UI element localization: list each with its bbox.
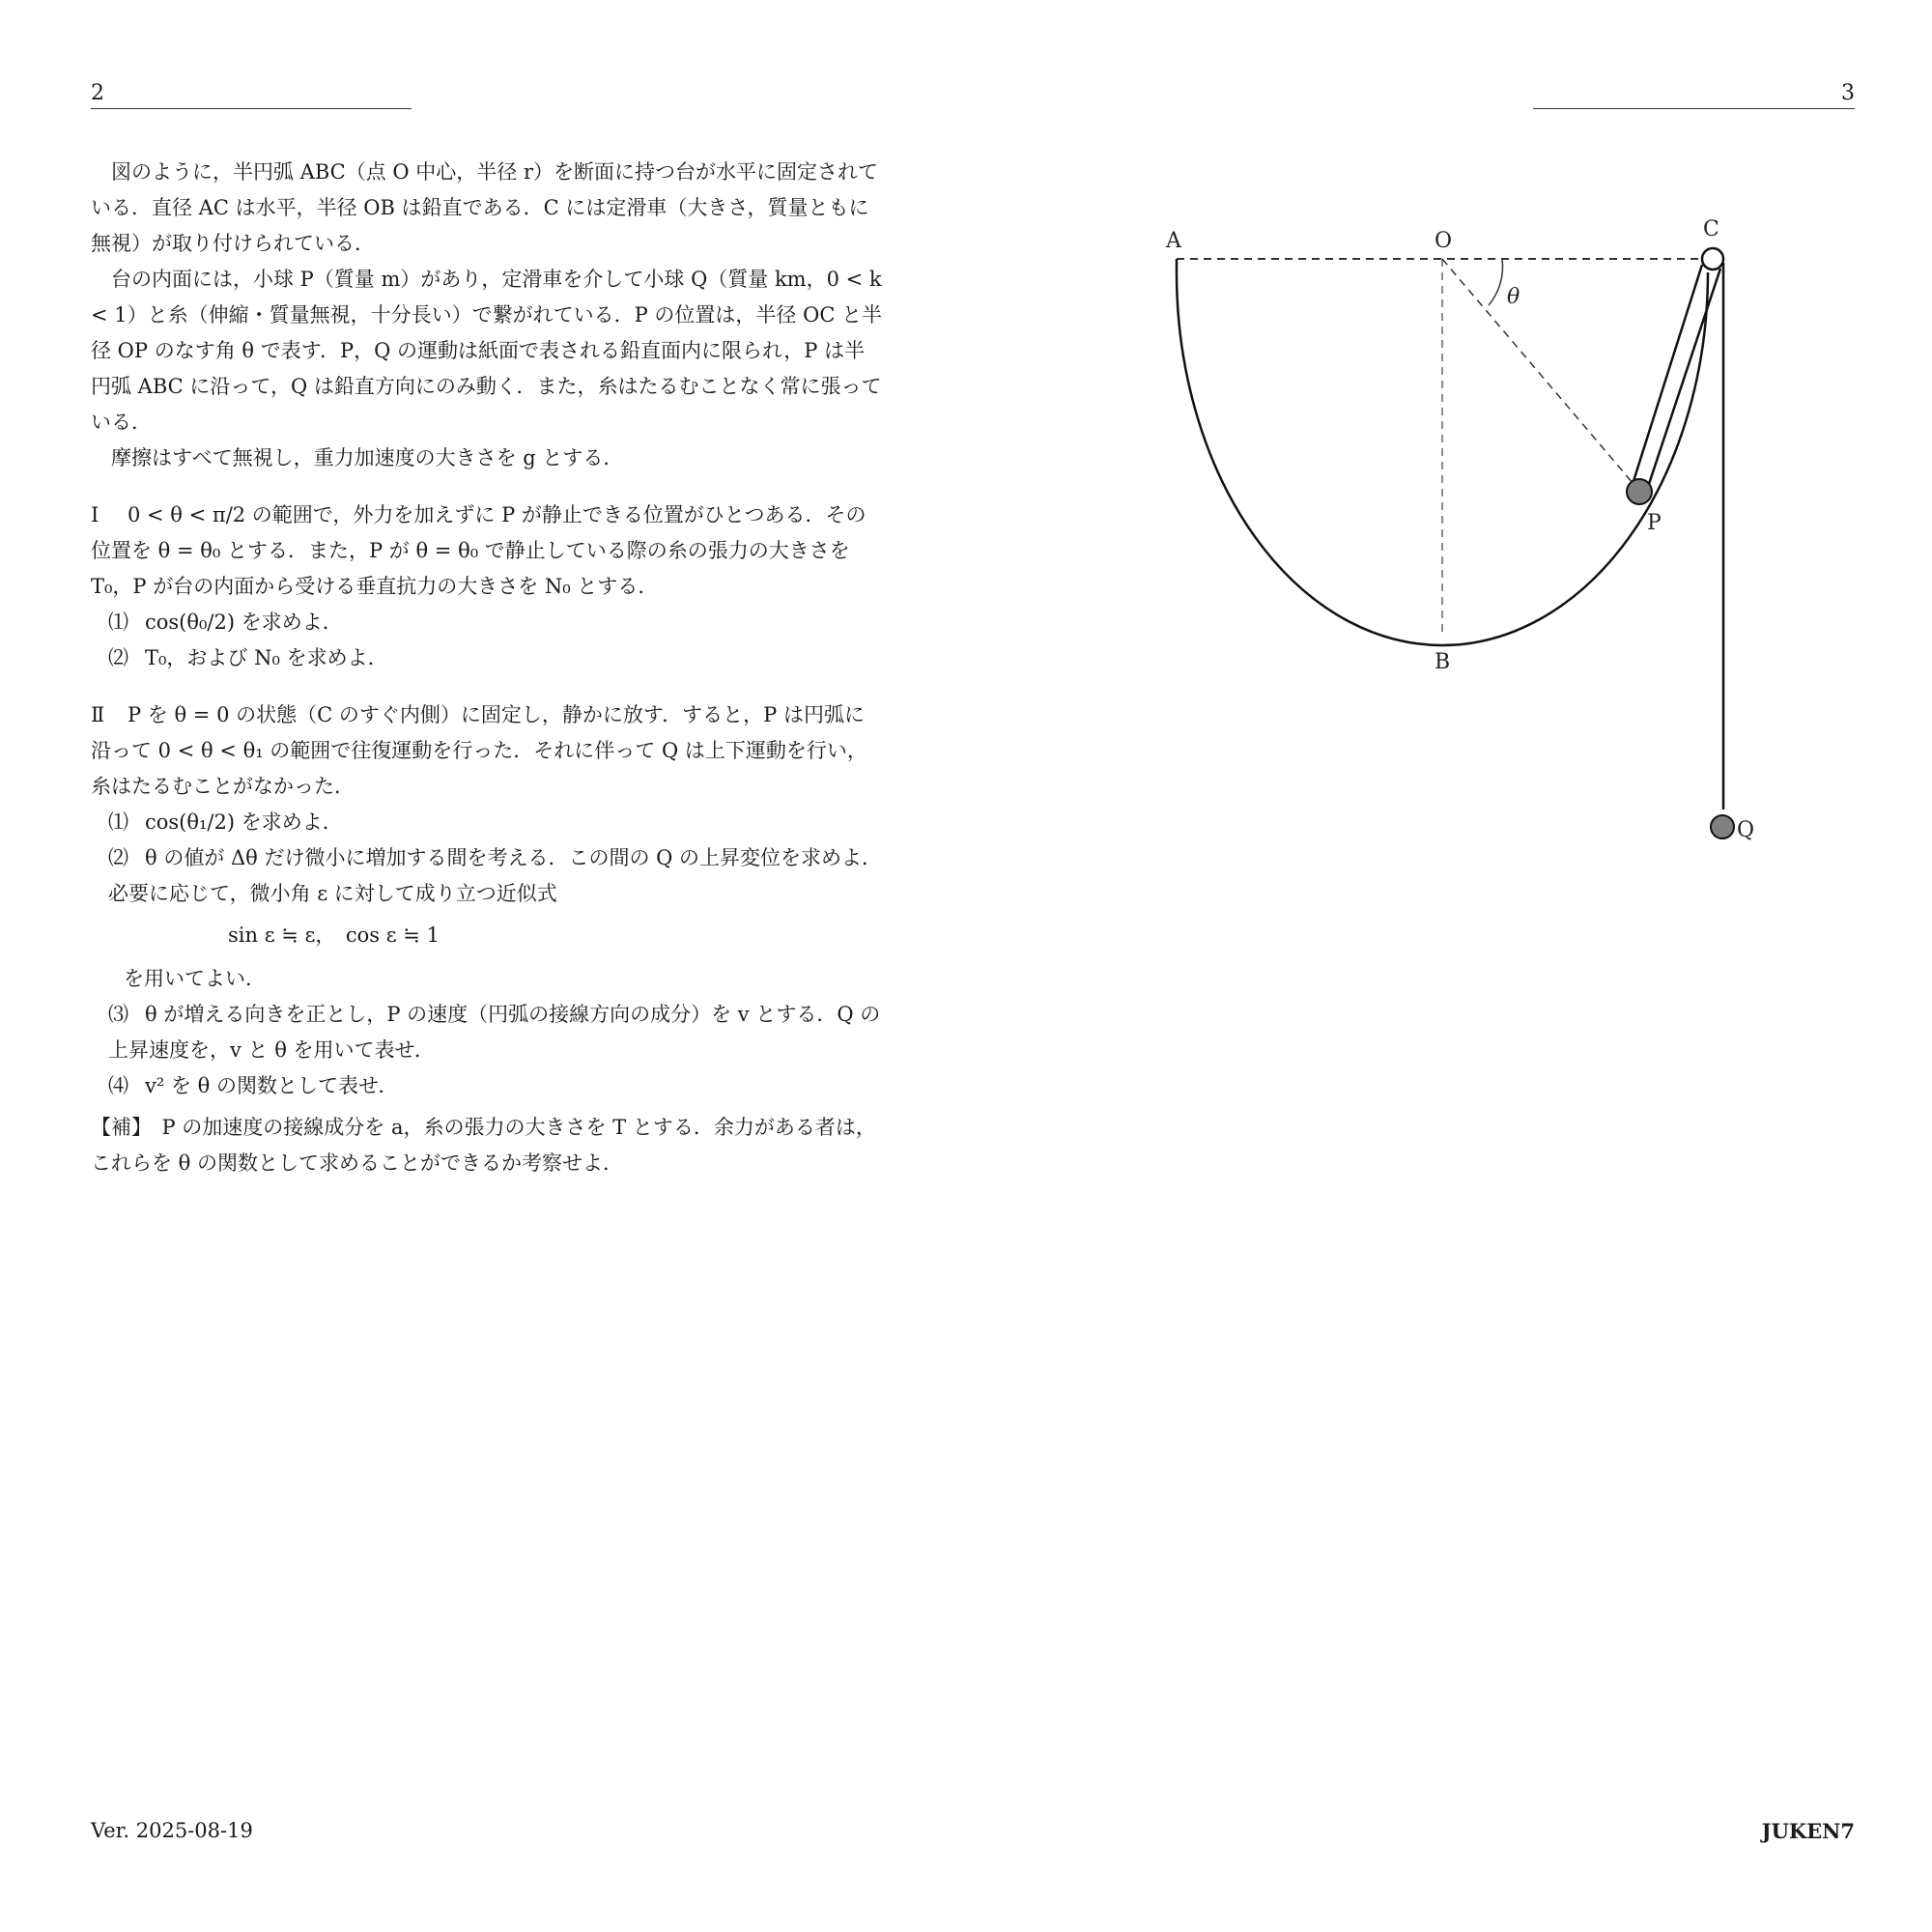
label-c: C	[1703, 217, 1719, 242]
item-number: ⑴	[108, 611, 128, 634]
supplement-text: P の加速度の接線成分を a，糸の張力の大きさを T とする．余力がある者は，これらを θ の関数として求めることができるか考察せよ．	[91, 1116, 876, 1175]
approximation-formula: sin ε ≒ ε， cos ε ≒ 1	[228, 923, 440, 947]
version-footer: Ver. 2025-08-19	[91, 1819, 253, 1842]
intro-paragraph-3: 摩擦はすべて無視し，重力加速度の大きさを g とする．	[111, 446, 624, 469]
intro-paragraph-2: 台の内面には，小球 P（質量 m）があり，定滑車を介して小球 Q（質量 km，0 < k < 1）と糸（伸縮・質量無視，十分長い）で繋がれている．P の位置は，半径 OC と半径 OP のなす角 θ で表す．P，Q の運動は紙面で表される鉛直面内に限られ，P は半円弧 ABC に沿って，Q は鉛直方向にのみ動く．また，糸はたるむことなく常に張っている．	[91, 268, 883, 434]
pulley	[1702, 248, 1723, 270]
item-number: ⑷	[108, 1074, 128, 1097]
intro-paragraph-1: 図のように，半円弧 ABC（点 O 中心，半径 r）を断面に持つ台が水平に固定されている．直径 AC は水平，半径 OB は鉛直である．C には定滑車（大きさ，質量ともに無視）が取り付けられている．	[91, 160, 879, 255]
item-text: cos(θ₁/2) を求めよ．	[145, 810, 343, 834]
item-number: ⑵	[108, 846, 128, 869]
label-theta: θ	[1507, 285, 1520, 309]
ball-p	[1627, 479, 1652, 504]
item-number: ⑴	[108, 810, 128, 834]
question-2-label: Ⅱ	[91, 703, 105, 726]
item-text: θ の値が Δθ だけ微小に増加する間を考える．この間の Q の上昇変位を求めよ．必要に応じて，微小角 ε に対して成り立つ近似式	[108, 846, 883, 905]
item-number: ⑶	[108, 1003, 128, 1026]
item-text: v² を θ の関数として表せ．	[145, 1074, 399, 1097]
label-p: P	[1647, 511, 1662, 535]
string-to-p	[1634, 265, 1702, 481]
string-p-side	[1646, 269, 1720, 493]
angle-arc	[1489, 259, 1503, 305]
left-page-number: 2	[91, 81, 104, 105]
ball-q	[1711, 815, 1734, 838]
label-b: B	[1435, 650, 1451, 674]
item-number: ⑵	[108, 646, 128, 669]
formula-note: を用いてよい．	[124, 967, 266, 990]
label-q: Q	[1737, 818, 1755, 842]
right-page-number: 3	[1841, 81, 1855, 105]
supplement-label: 【補】	[91, 1116, 142, 1139]
question-1-text: 0 < θ < π/2 の範囲で，外力を加えずに P が静止できる位置がひとつある．その位置を θ = θ₀ とする．また，P が θ = θ₀ で静止している際の糸の張力の大きさを T₀，P が台の内面から受ける垂直抗力の大きさを N₀ とする．	[91, 503, 867, 598]
question-1-label: Ⅰ	[91, 503, 99, 526]
label-a: A	[1166, 229, 1181, 253]
item-text: cos(θ₀/2) を求めよ．	[145, 611, 343, 634]
item-text: θ が増える向きを正とし，P の速度（円弧の接線方向の成分）を v とする．Q の上昇速度を，v と θ を用いて表せ．	[108, 1003, 881, 1062]
question-2-text: P を θ = 0 の状態（C のすぐ内側）に固定し，静かに放す．すると，P は円弧に沿って 0 < θ < θ₁ の範囲で往復運動を行った．それに伴って Q は上下運動を行い，糸はたるむことがなかった．	[91, 703, 867, 798]
label-o: O	[1435, 229, 1453, 253]
radius-op	[1442, 259, 1639, 491]
brand-footer: JUKEN7	[1761, 1819, 1855, 1843]
item-text: T₀，および N₀ を求めよ．	[145, 646, 388, 669]
